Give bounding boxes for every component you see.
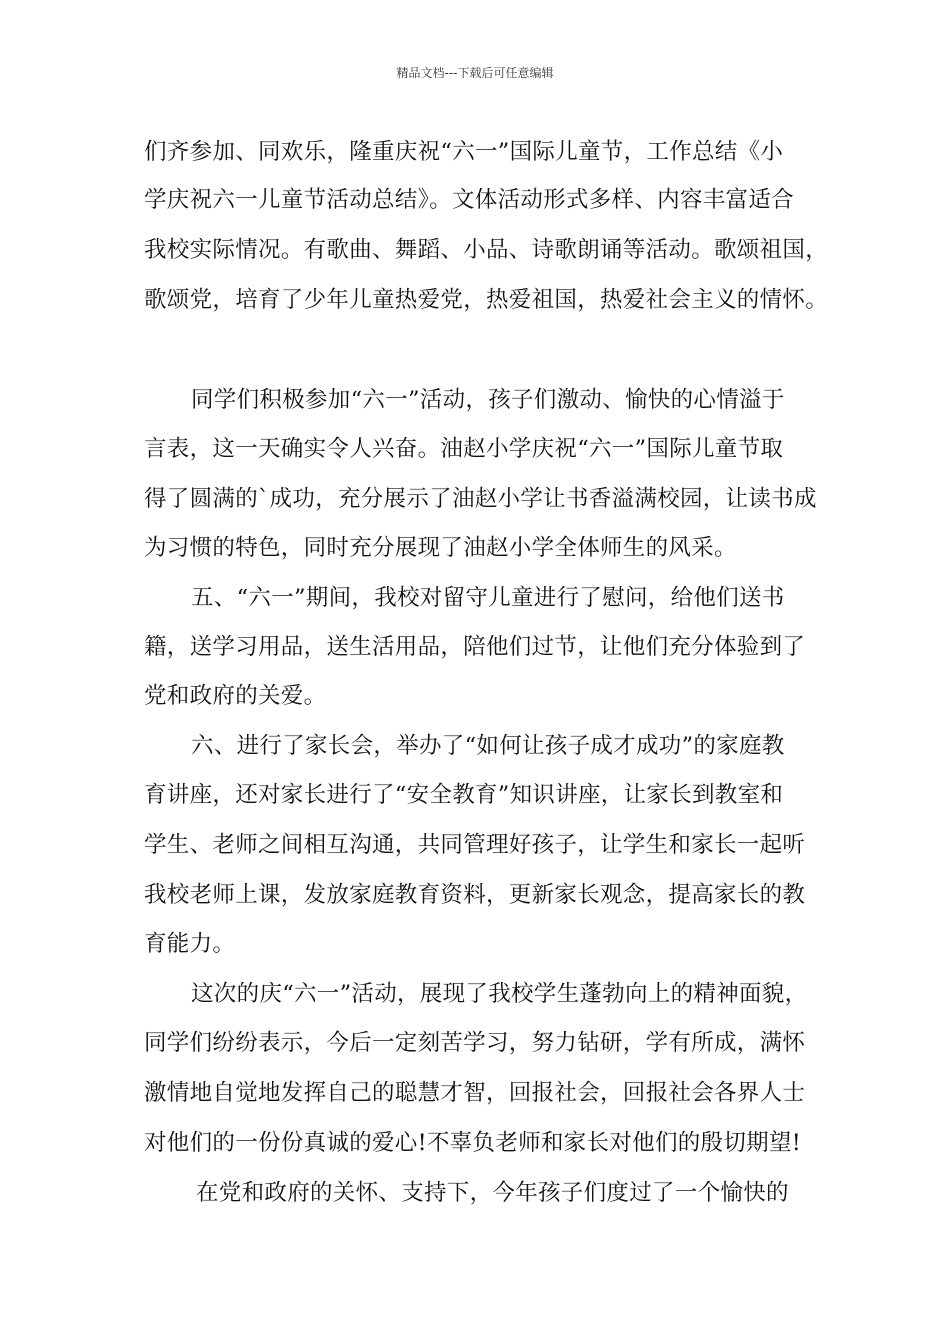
text-line: 同学们积极参加“六一”活动，孩子们激动、愉快的心情溢于	[191, 387, 785, 413]
text-line: 歌颂党，培育了少年儿童热爱党，热爱祖国，热爱社会主义的情怀。	[144, 287, 829, 313]
page-header: 精品文档---下载后可任意编辑	[396, 66, 554, 80]
text-line: 同学们纷纷表示，今后一定刻苦学习，努力钻研，学有所成，满怀	[144, 1030, 806, 1056]
text-line: 在党和政府的关怀、支持下，今年孩子们度过了一个愉快的	[196, 1180, 789, 1206]
text-line: 育能力。	[144, 931, 236, 957]
text-line: 六、进行了家长会，举办了“如何让孩子成才成功”的家庭教	[191, 733, 785, 759]
text-line: 这次的庆“六一”活动，展现了我校学生蓬勃向上的精神面貌，	[191, 981, 808, 1007]
text-line: 言表，这一天确实令人兴奋。油赵小学庆祝“六一”国际儿童节取	[144, 436, 784, 462]
text-line: 们齐参加、同欢乐，隆重庆祝“六一”国际儿童节，工作总结《小	[144, 139, 784, 165]
text-line: 籍，送学习用品，送生活用品，陪他们过节，让他们充分体验到了	[144, 634, 806, 660]
text-line: 党和政府的关爱。	[144, 683, 327, 709]
text-line: 激情地自觉地发挥自己的聪慧才智，回报社会，回报社会各界人士	[144, 1080, 806, 1106]
text-line: 为习惯的特色，同时充分展现了油赵小学全体师生的风采。	[144, 535, 737, 561]
text-line: 我校老师上课，发放家庭教育资料，更新家长观念，提高家长的教	[144, 882, 806, 908]
text-line: 五、“六一”期间，我校对留守儿童进行了慰问，给他们送书	[191, 585, 785, 611]
text-line: 学生、老师之间相互沟通，共同管理好孩子，让学生和家长一起听	[144, 832, 806, 858]
text-line: 育讲座，还对家长进行了“安全教育”知识讲座，让家长到教室和	[144, 782, 784, 808]
text-line: 我校实际情况。有歌曲、舞蹈、小品、诗歌朗诵等活动。歌颂祖国，	[144, 237, 829, 263]
text-line: 得了圆满的`成功，充分展示了油赵小学让书香溢满校园，让读书成	[144, 486, 817, 512]
text-line: 学庆祝六一儿童节活动总结》。文体活动形式多样、内容丰富适合	[144, 187, 794, 213]
text-line: 对他们的一份份真诚的爱心!不辜负老师和家长对他们的殷切期望!	[144, 1130, 802, 1156]
